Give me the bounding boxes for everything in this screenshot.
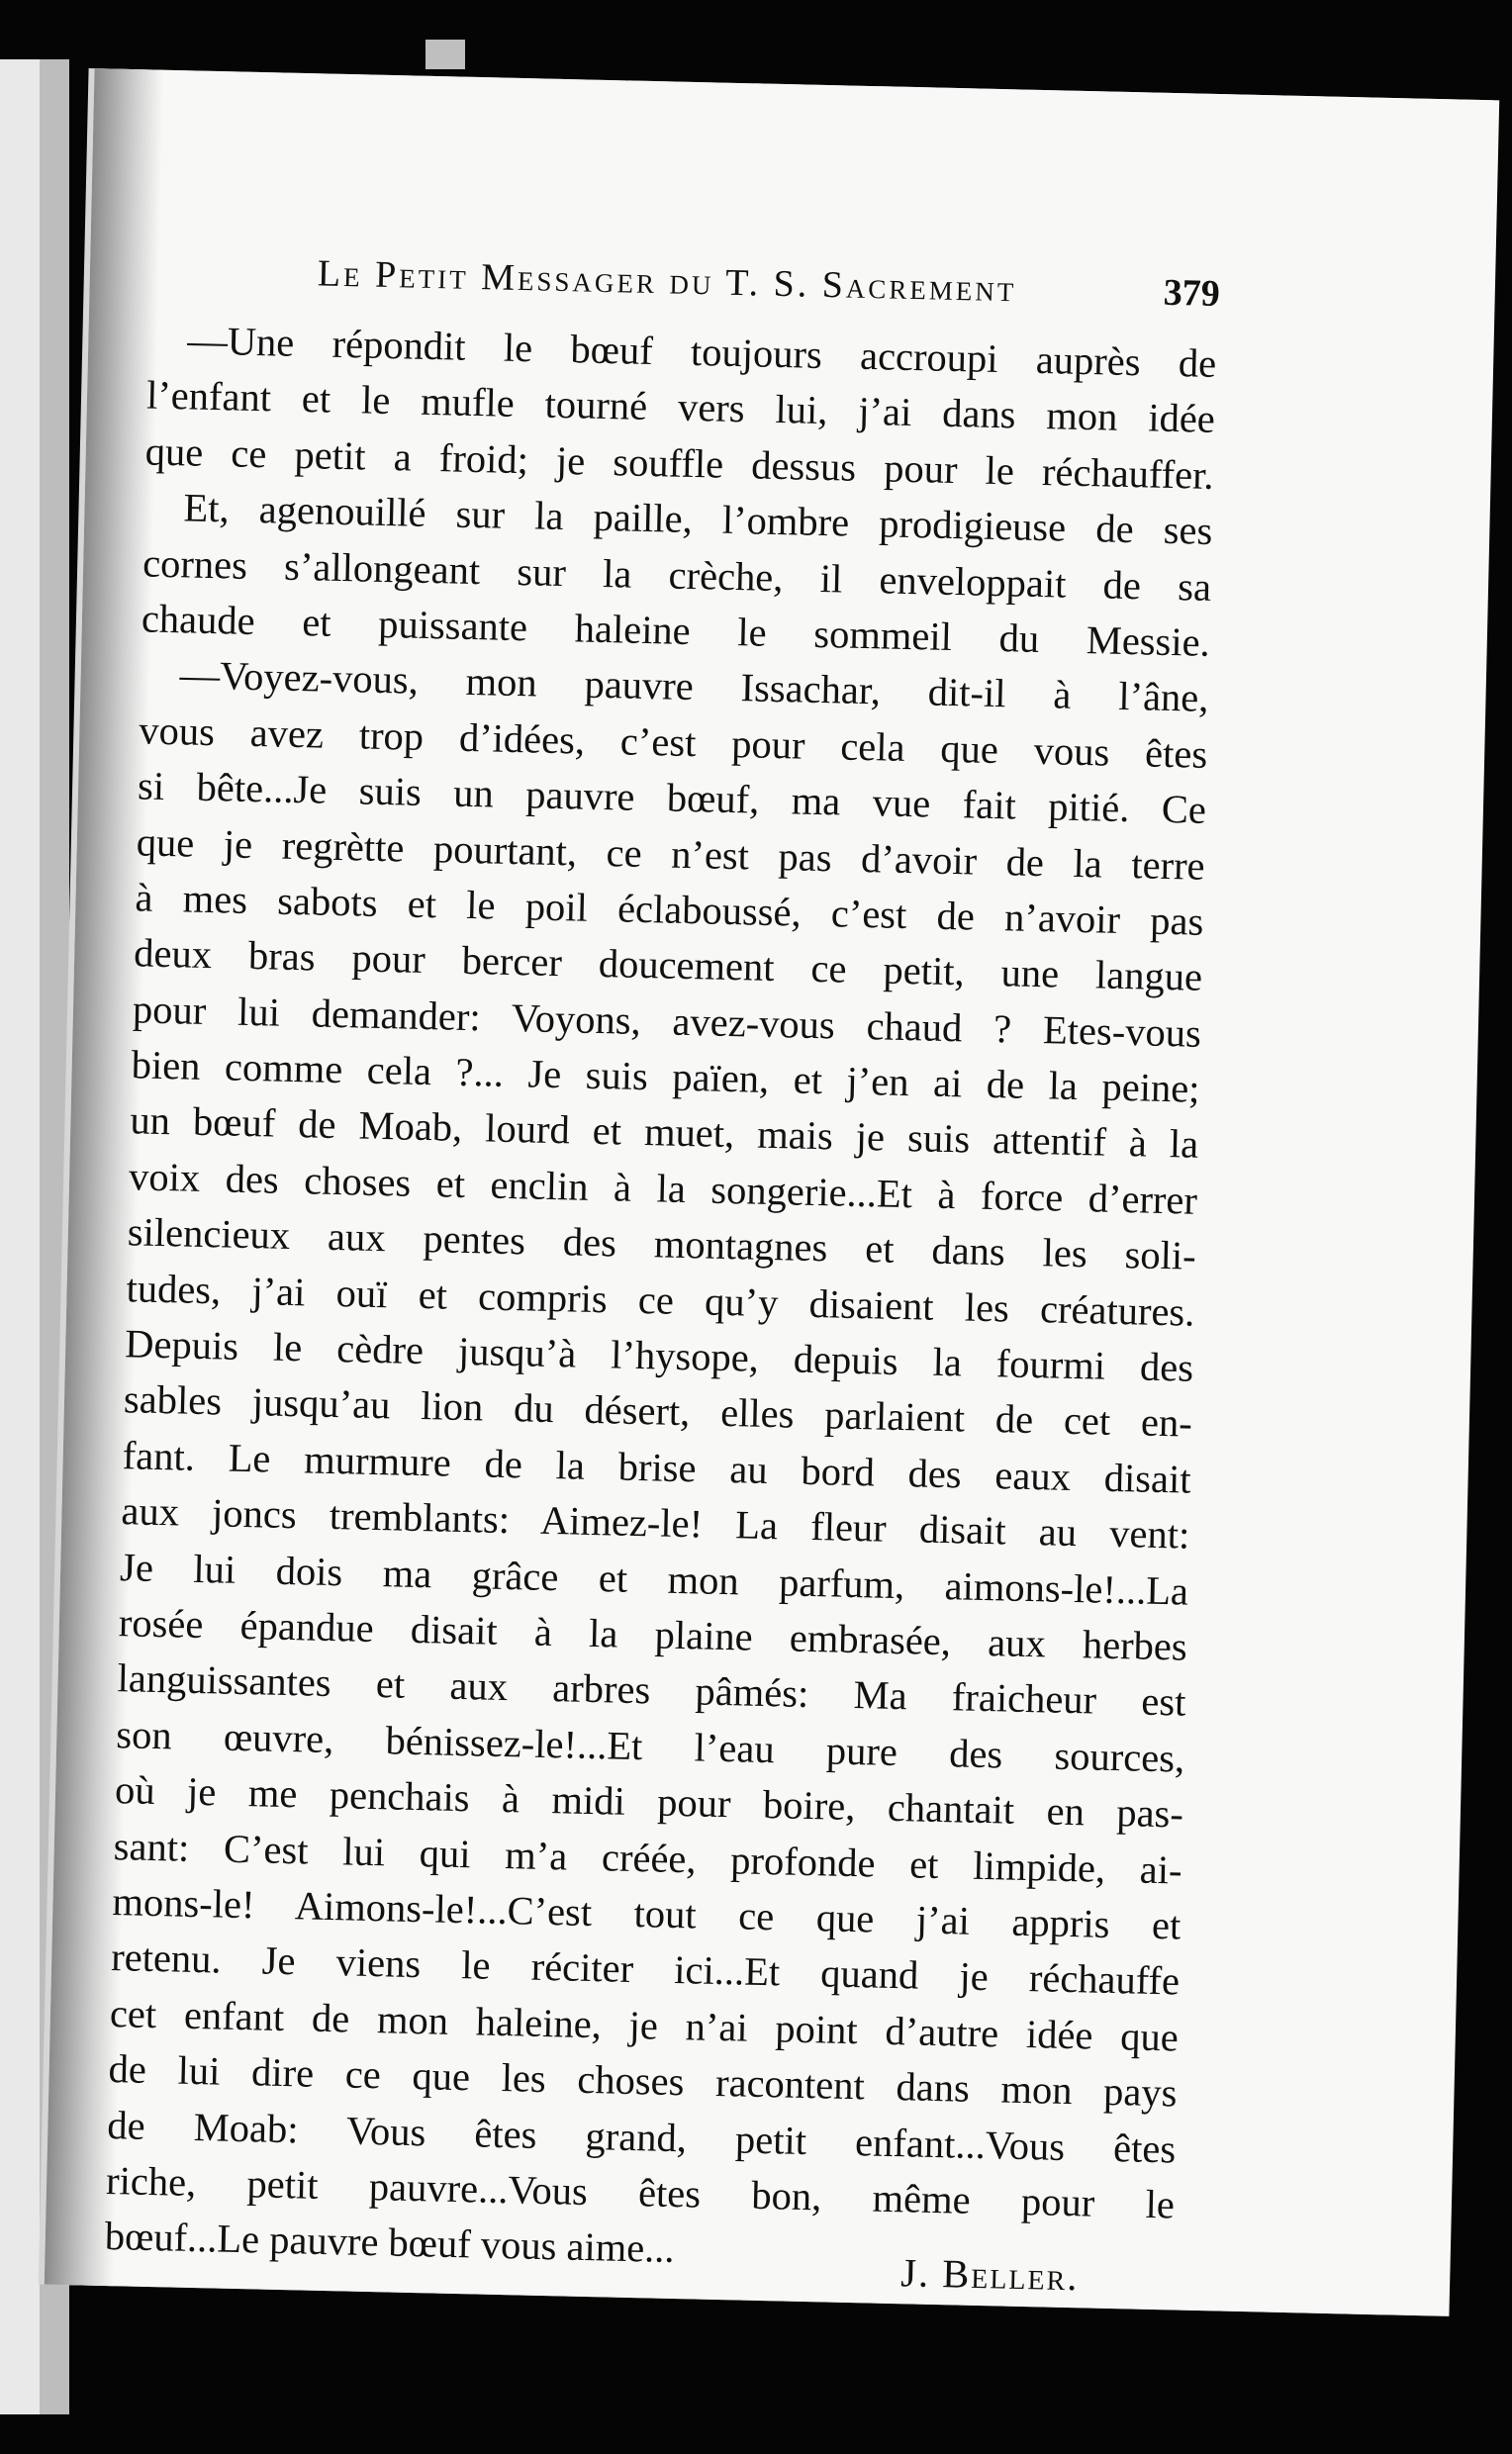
text-line: retenu. Je viens le réciter ici...Et quand je réchauffe (110, 1935, 1181, 2004)
author-signature: J. Beller. (899, 2250, 1080, 2300)
text-line: Et, agenouillé sur la paille, l’ombre prodigieuse de ses (183, 485, 1213, 554)
text-line: mons-le! Aimons-le!...C’est tout ce que j’ai appris et (112, 1879, 1181, 1948)
text-line: pour lui demander: Voyons, avez-vous chaud ? Etes-vous (132, 986, 1202, 1056)
text-line: languissantes et aux arbres pâmés: Ma fraicheur est (117, 1655, 1186, 1725)
text-line: si bête...Je suis un pauvre bœuf, ma vue fait pitié. Ce (137, 763, 1207, 832)
text-line: son œuvre, bénissez-le!...Et l’eau pure des sources, (115, 1711, 1185, 1781)
text-line: sant: C’est lui qui m’a créée, profonde et limpide, ai- (113, 1823, 1183, 1893)
text-line: où je me penchais à midi pour boire, chantait en pas- (114, 1767, 1184, 1837)
running-head: Le Petit Messager du T. S. Sacrement (317, 252, 1017, 311)
body-text (104, 312, 1216, 2289)
text-line: que je regrètte pourtant, ce n’est pas d’avoir de la terre (136, 818, 1206, 889)
text-line: que ce petit a froid; je souffle dessus pour le réchauffer. (144, 428, 1215, 498)
text-line: sables jusqu’au lion du désert, elles parlaient de cet en- (123, 1376, 1193, 1447)
text-line: à mes sabots et le poil éclaboussé, c’est de n’avoir pas (135, 875, 1204, 944)
text-line: rosée épandue disait à la plaine embrasée, aux herbes (118, 1600, 1188, 1669)
text-line: vous avez trop d’idées, c’est pour cela que vous êtes (138, 708, 1208, 777)
text-line: —Une répondit le bœuf toujours accroupi auprès de (186, 318, 1217, 386)
text-line: deux bras pour bercer doucement ce petit, une langue (133, 930, 1203, 1000)
text-line: tudes, j’ai ouï et compris ce qu’y disaient les créatures. (126, 1265, 1195, 1335)
text-line: aux joncs tremblants: Aimez-le! La fleur disait au vent: (121, 1488, 1190, 1557)
text-line: chaude et puissante haleine le sommeil du Messie. (141, 596, 1211, 665)
text-line: silencieux aux pentes des montagnes et dans les soli- (127, 1209, 1197, 1278)
text-line: voix des choses et enclin à la songerie...Et à force d’errer (128, 1154, 1198, 1223)
text-line: —Voyez-vous, mon pauvre Issachar, dit-il à l’âne, (179, 652, 1209, 721)
text-line: bœuf...Le pauvre bœuf vous aime... (104, 2214, 676, 2272)
book-page (45, 68, 1499, 2316)
text-line: riche, petit pauvre...Vous êtes bon, même pour le (105, 2157, 1176, 2227)
text-line: Je lui dois ma grâce et mon parfum, aimons-le!...La (119, 1544, 1189, 1614)
page-number: 379 (1163, 271, 1221, 316)
text-line: l’enfant et le mufle tourné vers lui, j’ai dans mon idée (145, 372, 1216, 442)
text-line: bien comme cela ?... Je suis païen, et j’en ai de la peine; (131, 1042, 1200, 1111)
text-line: Depuis le cèdre jusqu’à l’hysope, depuis la fourmi des (124, 1321, 1194, 1390)
text-line: de Moab: Vous êtes grand, petit enfant...Vous êtes (106, 2102, 1177, 2172)
text-line: cet enfant de mon haleine, je n’ai point d’autre idée que (109, 1990, 1180, 2060)
text-line: de lui dire ce que les choses racontent dans mon pays (108, 2046, 1178, 2116)
text-line: un bœuf de Moab, lourd et muet, mais je suis attentif à la (129, 1097, 1199, 1168)
text-line: fant. Le murmure de la brise au bord des eaux disait (122, 1432, 1192, 1502)
text-line: cornes s’allongeant sur la crèche, il enveloppait de sa (142, 539, 1212, 610)
